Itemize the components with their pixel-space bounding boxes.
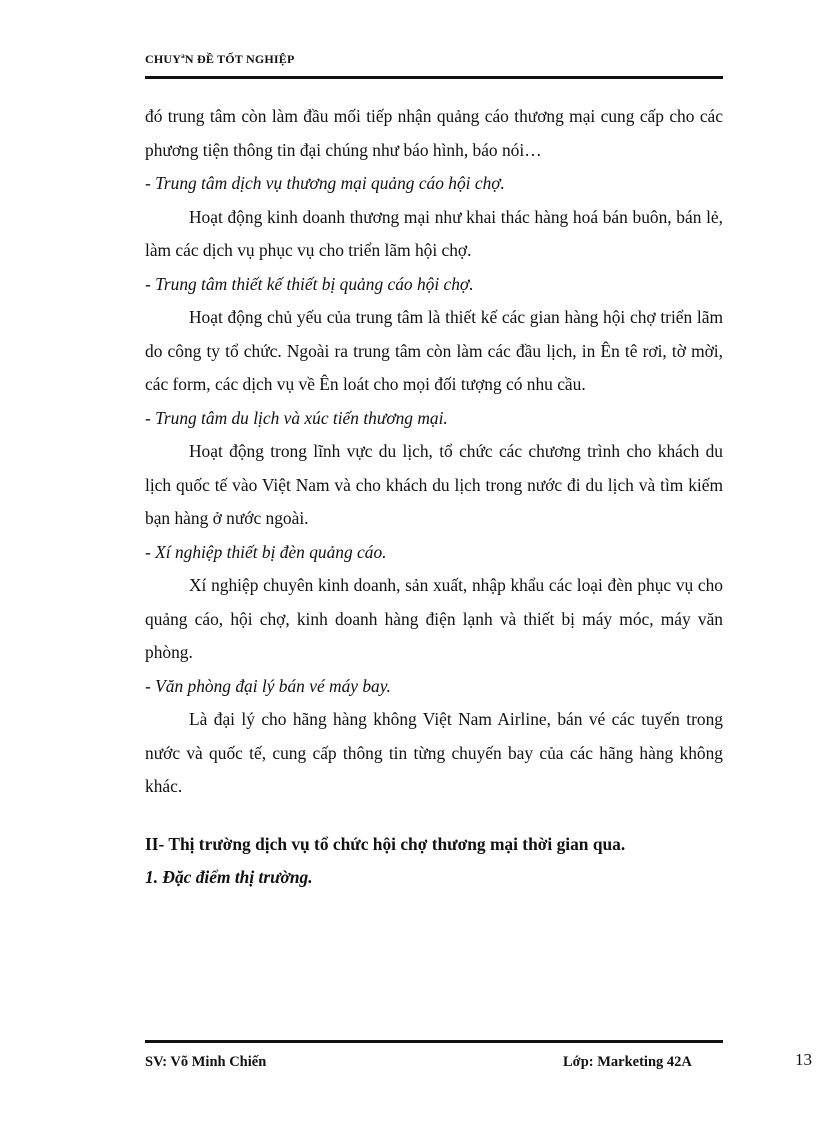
- header-rule: [145, 76, 723, 79]
- section-heading: II- Thị trường dịch vụ tổ chức hội chợ thương mại thời gian qua.: [145, 833, 626, 854]
- list-item-design-center: - Trung tâm thiết kế thiết bị quảng cáo hội chợ.: [145, 273, 474, 294]
- subsection-heading: 1. Đặc điểm thị trường.: [145, 867, 313, 887]
- paragraph-tourism: Hoạt động trong lĩnh vực du lịch, tổ chức các chương trình cho khách du lịch quốc tế vào Việt Nam và cho khách du lịch trong nước đi du lịch và tìm kiếm bạn hàng ở nước ngoài.: [145, 441, 723, 528]
- list-item-ticket-office: - Văn phòng đại lý bán vé máy bay.: [145, 675, 391, 696]
- footer-class: Lớp: Marketing 42A: [563, 1054, 692, 1070]
- footer-student: SV: Võ Minh Chiến: [145, 1054, 267, 1070]
- list-item-trade-service-center: - Trung tâm dịch vụ thương mại quảng cáo hội chợ.: [145, 173, 505, 193]
- header-title: CHUYªN ĐỀ TỐT NGHIỆP: [145, 52, 295, 66]
- paragraph-trade-service: Hoạt động kinh doanh thương mại như khai thác hàng hoá bán buôn, bán lẻ, làm các dịch vụ phục vụ cho triển lãm hội chợ.: [145, 206, 723, 260]
- page-number: 13: [795, 1050, 812, 1069]
- list-item-lighting-enterprise: - Xí nghiệp thiết bị đèn quảng cáo.: [145, 541, 387, 562]
- paragraph-ticket-office: Là đại lý cho hãng hàng không Việt Nam Airline, bán vé các tuyến trong nước và quốc tế, cung cấp thông tin từng chuyến bay của các hãng hàng không khác.: [145, 709, 723, 796]
- paragraph-design: Hoạt động chủ yếu của trung tâm là thiết kế các gian hàng hội chợ triển lãm do công ty tổ chức. Ngoài ra trung tâm còn làm các đầu lịch, in Ên tê rơi, tờ mời, các form, các dịch vụ về Ên loát cho mọi đối tượng có nhu cầu.: [145, 307, 723, 394]
- footer-rule: [145, 1040, 723, 1043]
- paragraph-lighting: Xí nghiệp chuyên kinh doanh, sản xuất, nhập khẩu các loại đèn phục vụ cho quảng cáo, hội chợ, kinh doanh hàng điện lạnh và thiết bị máy móc, máy văn phòng.: [145, 575, 723, 662]
- list-item-tourism-center: - Trung tâm du lịch và xúc tiến thương mại.: [145, 407, 448, 428]
- paragraph-intro: đó trung tâm còn làm đầu mối tiếp nhận quảng cáo thương mại cung cấp cho các phương tiện thông tin đại chúng như báo hình, báo nói…: [145, 106, 723, 160]
- document-body: [145, 100, 723, 895]
